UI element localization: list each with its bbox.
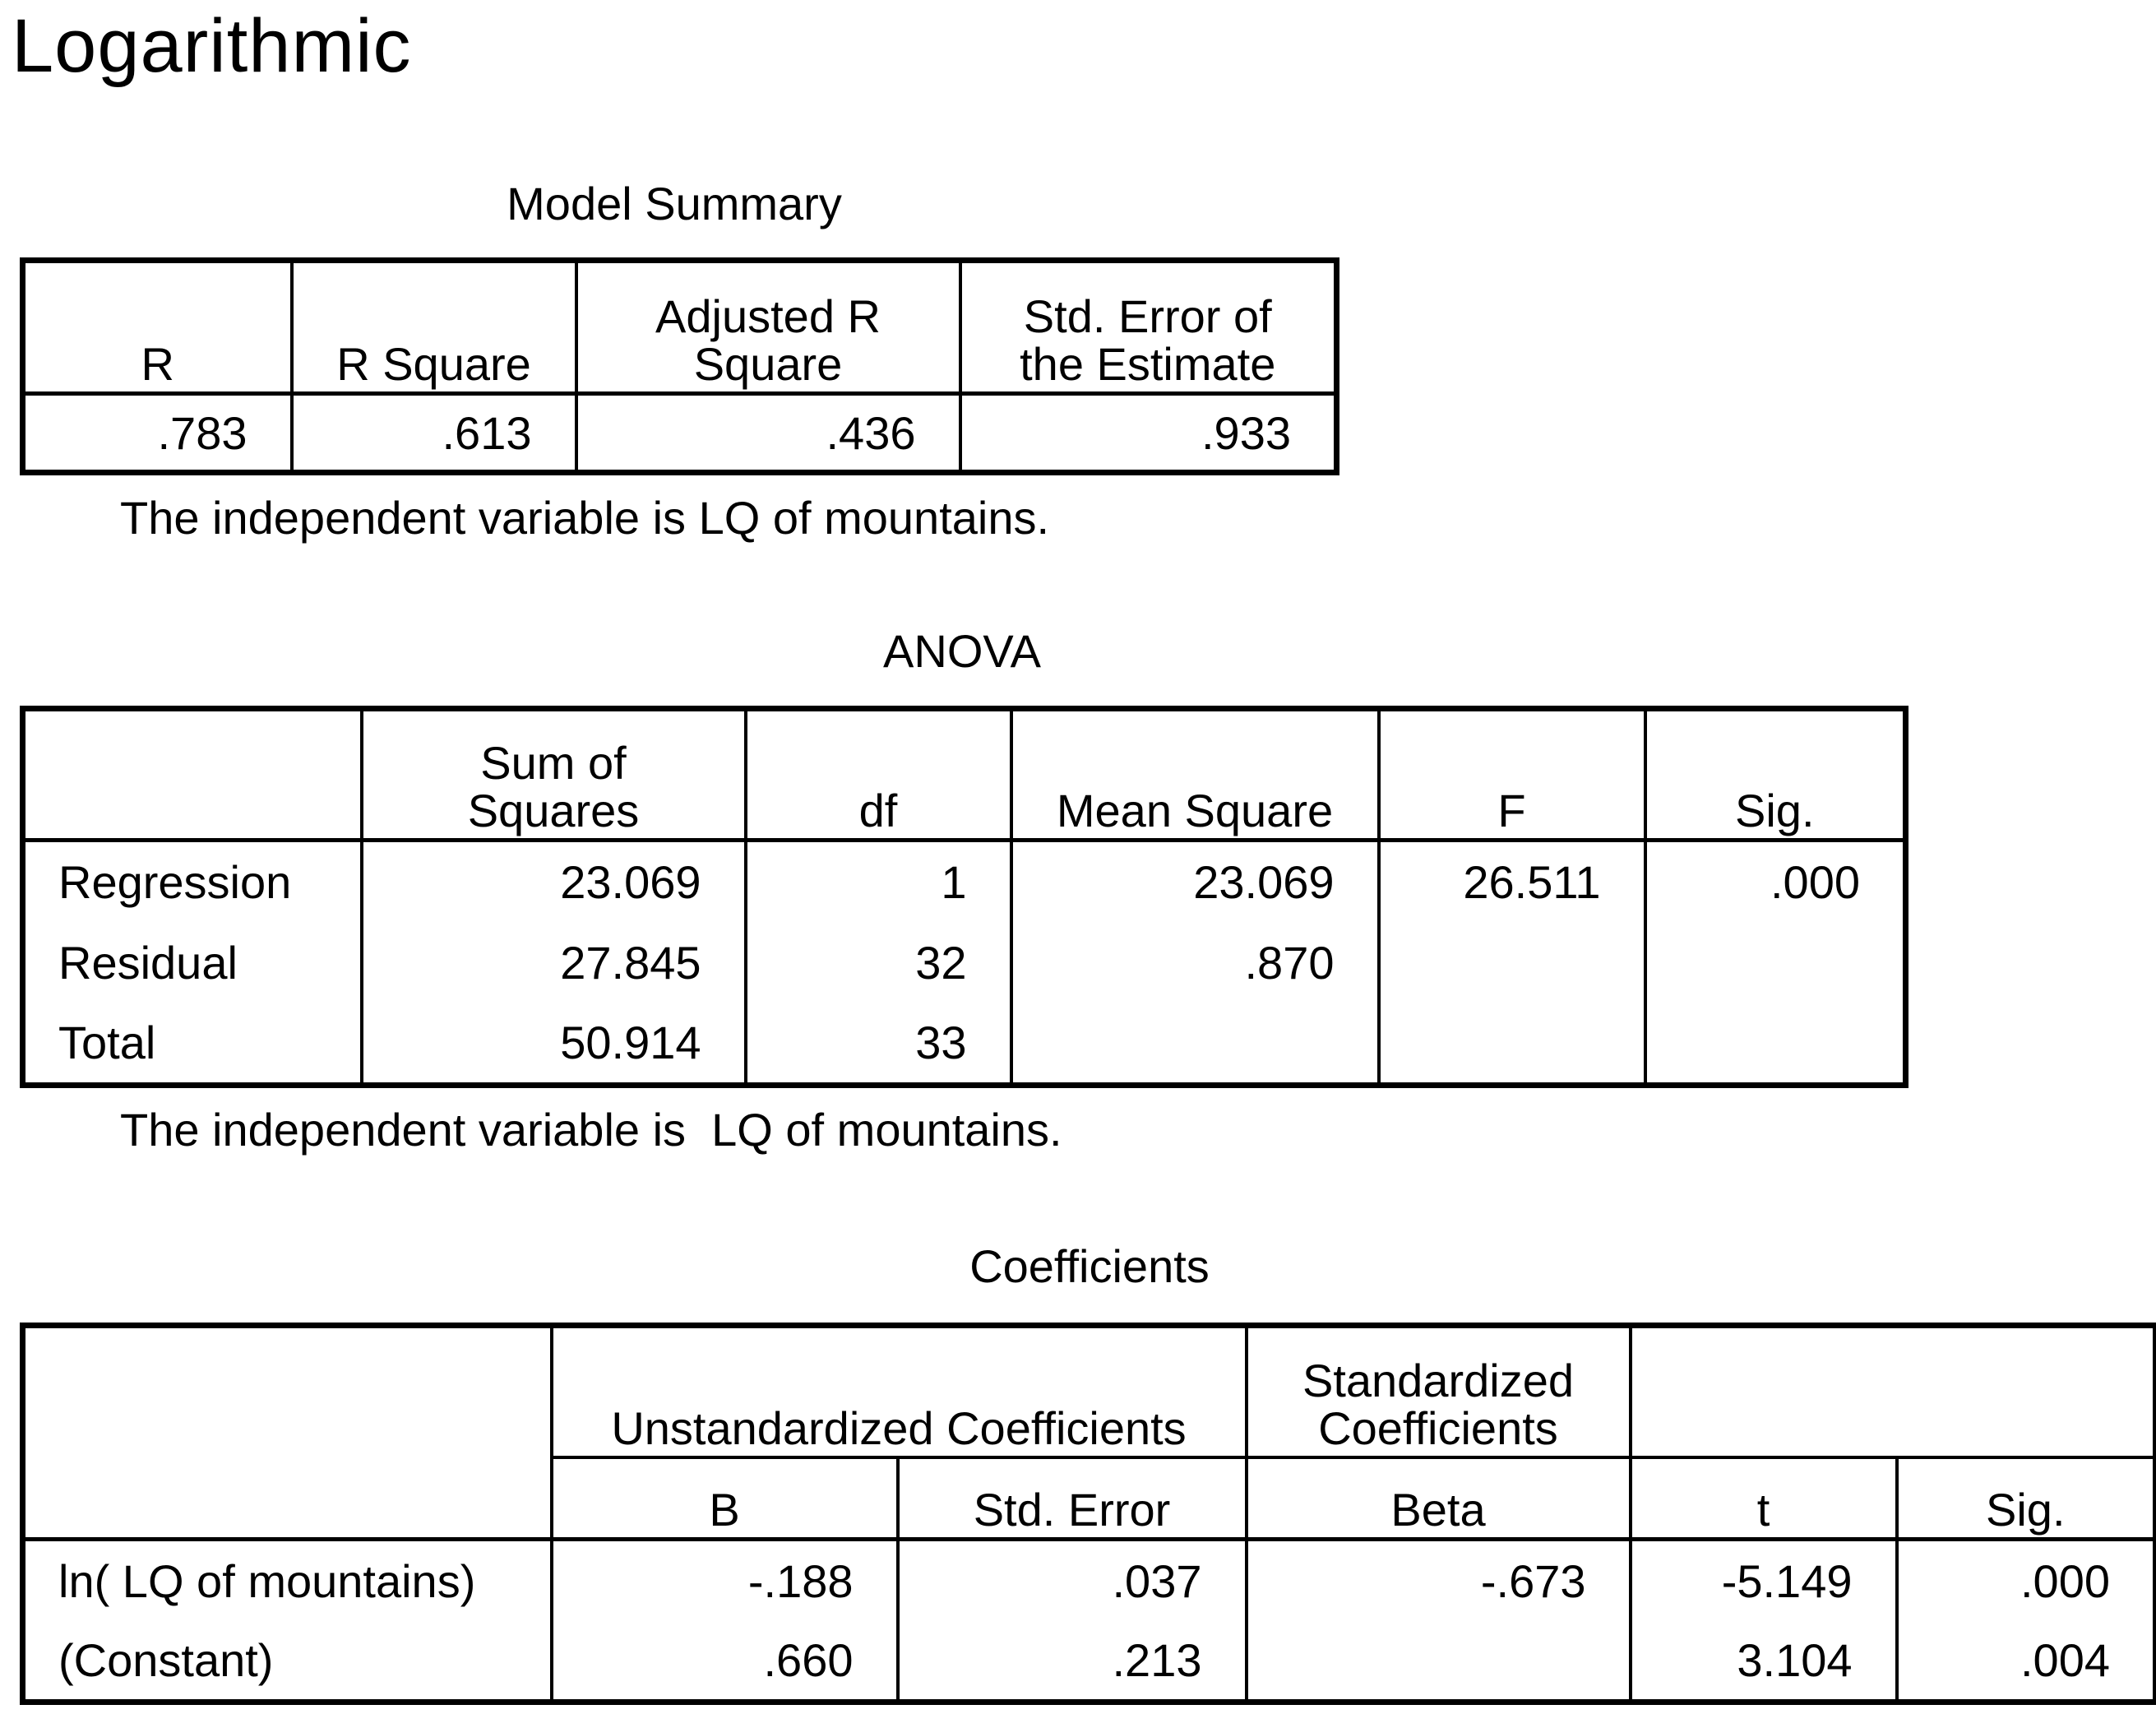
anova-header-f: F [1379,709,1645,841]
model-summary-title: Model Summary [507,178,842,229]
anova-header-blank [23,709,362,841]
page-title: Logarithmic [12,4,412,88]
anova-cell-sig [1645,1003,1906,1086]
coef-header-t: t [1631,1457,1897,1540]
coef-cell-sig: .004 [1897,1622,2156,1702]
anova-title: ANOVA [883,625,1041,677]
anova-cell-df: 1 [746,841,1011,923]
anova-header-df: df [746,709,1011,841]
coefficients-title: Coefficients [969,1240,1210,1292]
coef-header-standardized: Standardized Coefficients [1247,1326,1631,1457]
coef-cell-sig: .000 [1897,1540,2156,1622]
coef-header-blank-right [1631,1326,2156,1457]
coef-cell-t: -5.149 [1631,1540,1897,1622]
model-summary-table [20,257,1339,475]
anova-header-sig: Sig. [1645,709,1906,841]
ms-value-std-error: .933 [960,394,1337,473]
anova-row-label: Regression [23,841,362,923]
anova-cell-df: 32 [746,923,1011,1003]
coef-row-constant [23,1622,2156,1702]
coef-header-b: B [552,1457,898,1540]
anova-cell-f [1379,1003,1645,1086]
anova-cell-sig [1645,923,1906,1003]
model-summary-note: The independent variable is LQ of mountains. [120,492,1050,544]
anova-cell-mean-square [1011,1003,1379,1086]
anova-cell-sum-of-squares: 27.845 [362,923,746,1003]
anova-header-mean-square: Mean Square [1011,709,1379,841]
coef-header-beta: Beta [1247,1457,1631,1540]
anova-header-sum-of-squares: Sum of Squares [362,709,746,841]
coef-row-label: ln( LQ of mountains) [23,1540,552,1622]
coef-cell-beta [1247,1622,1631,1702]
anova-cell-sum-of-squares: 50.914 [362,1003,746,1086]
coef-header-std-error: Std. Error [898,1457,1247,1540]
anova-row-label: Residual [23,923,362,1003]
anova-row-residual [23,923,1906,1003]
ms-header-std-error: Std. Error of the Estimate [960,261,1337,394]
anova-note: The independent variable is LQ of mountains. [120,1104,1062,1156]
ms-header-adjusted-r-square: Adjusted R Square [576,261,960,394]
ms-header-r: R [23,261,292,394]
ms-value-r: .783 [23,394,292,473]
coef-cell-std-error: .213 [898,1622,1247,1702]
anova-cell-f: 26.511 [1379,841,1645,923]
anova-row-label: Total [23,1003,362,1086]
coefficients-table [20,1323,2156,1705]
anova-table [20,706,1908,1088]
anova-cell-mean-square: .870 [1011,923,1379,1003]
coef-cell-t: 3.104 [1631,1622,1897,1702]
anova-cell-sum-of-squares: 23.069 [362,841,746,923]
ms-value-adjusted-r-square: .436 [576,394,960,473]
anova-row-total [23,1003,1906,1086]
coef-cell-b: .660 [552,1622,898,1702]
anova-cell-f [1379,923,1645,1003]
anova-cell-mean-square: 23.069 [1011,841,1379,923]
coef-header-unstandardized: Unstandardized Coefficients [552,1326,1247,1457]
coef-cell-beta: -.673 [1247,1540,1631,1622]
coef-row-ln-lq [23,1540,2156,1622]
anova-cell-df: 33 [746,1003,1011,1086]
coef-header-sig: Sig. [1897,1457,2156,1540]
ms-header-r-square: R Square [292,261,576,394]
coef-cell-std-error: .037 [898,1540,1247,1622]
ms-value-r-square: .613 [292,394,576,473]
coef-row-label: (Constant) [23,1622,552,1702]
coef-header-blank [23,1326,552,1540]
anova-cell-sig: .000 [1645,841,1906,923]
anova-row-regression [23,841,1906,923]
coef-cell-b: -.188 [552,1540,898,1622]
